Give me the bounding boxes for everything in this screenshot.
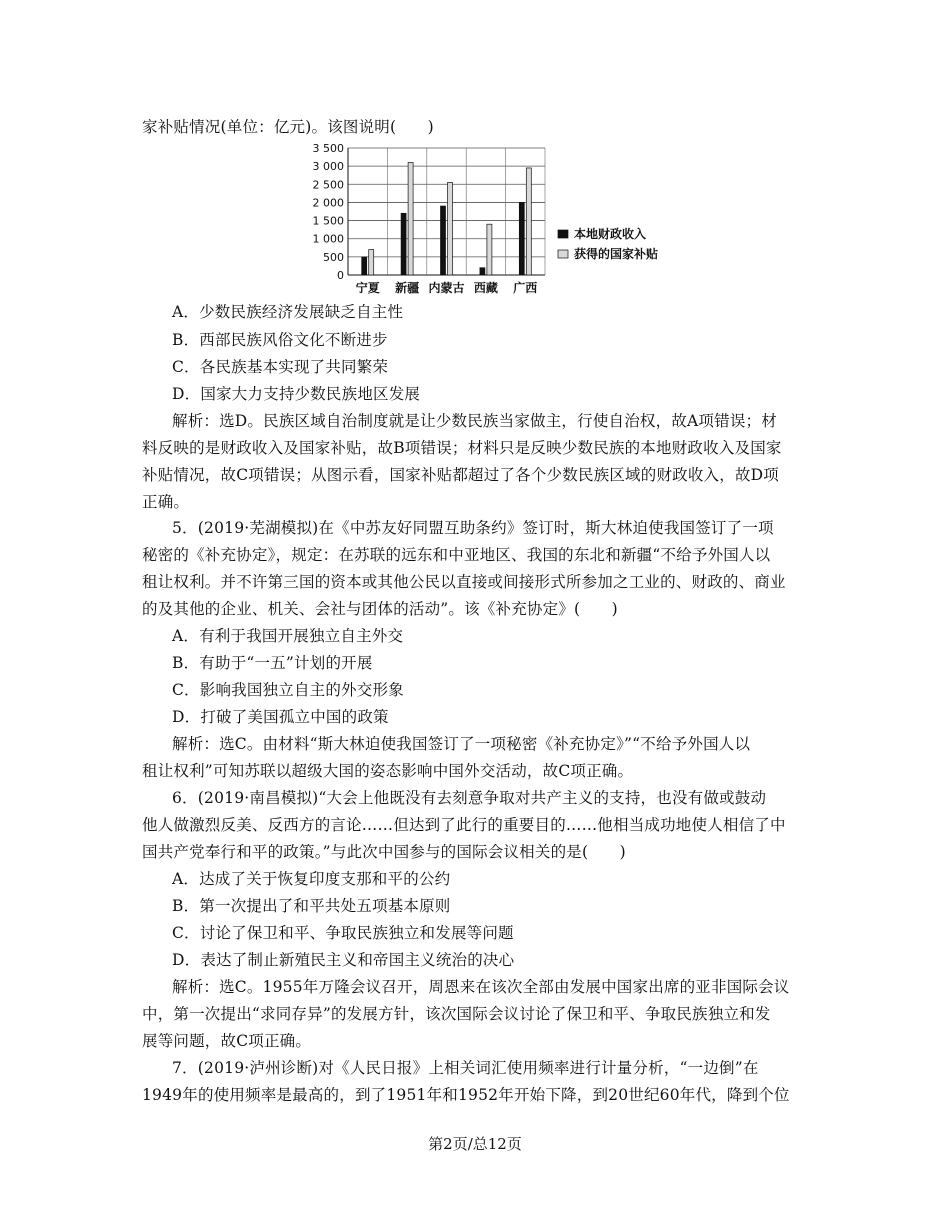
q5-analysis-line: 租让权利”可知苏联以超级大国的姿态影响中国外交活动，故C项正确。	[142, 762, 634, 780]
q5-stem-line: 的及其他的企业、机关、会社与团体的活动”。该《补充协定》( )	[142, 600, 618, 618]
bar-local-revenue	[362, 257, 367, 275]
q5-option-a: A．有利于我国开展独立自主外交	[172, 627, 404, 645]
q5-analysis-line: 解析：选C。由材料“斯大林迫使我国签订了一项秘密《补充协定》”“不给予外国人以	[172, 735, 751, 753]
legend-swatch	[558, 250, 568, 258]
q6-stem-line: 6．(2019·南昌模拟)“大会上他既没有去刻意争取对共产主义的支持，也没有做或鼓动	[172, 789, 767, 807]
q4-analysis-line: 解析：选D。民族区域自治制度就是让少数民族当家做主，行使自治权，故A项错误；材	[172, 412, 777, 430]
bar-local-revenue	[401, 213, 406, 275]
x-tick-label: 西藏	[473, 281, 498, 295]
q6-option-b: B．第一次提出了和平共处五项基本原则	[172, 897, 451, 915]
q4-analysis-line: 料反映的是财政收入及国家补贴，故B项错误；材料只是反映少数民族的本地财政收入及国家	[142, 439, 782, 457]
x-tick-label: 广西	[513, 281, 538, 295]
bar-national-subsidy	[369, 250, 374, 275]
q6-analysis-line: 解析：选C。1955年万隆会议召开，周恩来在该次全部由发展中国家出席的亚非国际会议	[172, 978, 790, 996]
x-tick-label: 新疆	[395, 281, 420, 295]
bar-national-subsidy	[408, 163, 413, 275]
q6-analysis-line: 中，第一次提出“求同存异”的发展方针，该次国际会议讨论了保卫和平、争取民族独立和发	[142, 1005, 771, 1023]
q5-stem-line: 租让权利。并不许第三国的资本或其他公民以直接或间接形式所参加之工业的、财政的、商业	[142, 573, 786, 591]
q4-option-c: C．各民族基本实现了共同繁荣	[172, 358, 389, 376]
q5-stem-line: 秘密的《补充协定》，规定：在苏联的远东和中亚地区、我国的东北和新疆“不给予外国人以	[142, 546, 771, 564]
page-footer: 第2页/总12页	[428, 1135, 522, 1153]
legend-swatch	[558, 230, 568, 238]
q5-option-b: B．有助于“一五”计划的开展	[172, 654, 373, 672]
q6-stem-line: 国共产党奉行和平的政策。”与此次中国参与的国际会议相关的是( )	[142, 843, 626, 861]
bar-chart	[300, 140, 680, 302]
x-tick-label: 内蒙古	[428, 281, 465, 295]
q4-option-b: B．西部民族风俗文化不断进步	[172, 331, 388, 349]
y-tick-label: 1 000	[312, 232, 344, 246]
legend-label: 本地财政收入	[574, 227, 647, 241]
q6-option-d: D．表达了制止新殖民主义和帝国主义统治的决心	[172, 951, 515, 969]
q6-option-a: A．达成了关于恢复印度支那和平的公约	[172, 870, 451, 888]
q4-option-a: A．少数民族经济发展缺乏自主性	[172, 303, 404, 321]
bar-national-subsidy	[526, 168, 531, 275]
q6-analysis-line: 展等问题，故C项正确。	[142, 1032, 312, 1050]
legend-label: 获得的国家补贴	[574, 247, 659, 261]
bar-national-subsidy	[448, 182, 453, 275]
q5-stem-line: 5．(2019·芜湖模拟)在《中苏友好同盟互助条约》签订时，斯大林迫使我国签订了一项	[172, 519, 774, 537]
y-tick-label: 3 500	[312, 142, 344, 155]
bar-national-subsidy	[487, 224, 492, 275]
q7-stem-line: 1949年的使用频率是最高的，到了1951年和1952年开始下降，到20世纪60年代，降到个位	[142, 1086, 790, 1104]
q6-stem-line: 他人做激烈反美、反西方的言论……但达到了此行的重要目的……他相当成功地使人相信了中	[142, 816, 786, 834]
q4-analysis-line: 补贴情况，故C项错误；从图示看，国家补贴都超过了各个少数民族区域的财政收入，故D项	[142, 466, 779, 484]
y-tick-label: 1 500	[312, 214, 344, 228]
bar-local-revenue	[441, 206, 446, 275]
question-intro-line: 家补贴情况(单位：亿元)。该图说明( )	[142, 118, 434, 136]
y-tick-label: 500	[323, 250, 344, 264]
y-tick-label: 0	[337, 269, 344, 282]
y-tick-label: 2 500	[312, 178, 344, 192]
q4-analysis-line: 正确。	[142, 493, 190, 511]
y-tick-label: 3 000	[312, 160, 344, 174]
bar-local-revenue	[480, 268, 485, 275]
q5-option-c: C．影响我国独立自主的外交形象	[172, 681, 404, 699]
q7-stem-line: 7．(2019·泸州诊断)对《人民日报》上相关词汇使用频率进行计量分析，“一边倒”在	[172, 1059, 759, 1077]
q4-option-d: D．国家大力支持少数民族地区发展	[172, 385, 421, 403]
y-tick-label: 2 000	[312, 196, 344, 210]
x-tick-label: 宁夏	[355, 281, 380, 295]
q5-option-d: D．打破了美国孤立中国的政策	[172, 708, 389, 726]
bar-local-revenue	[519, 202, 524, 275]
q6-option-c: C．讨论了保卫和平、争取民族独立和发展等问题	[172, 924, 514, 942]
